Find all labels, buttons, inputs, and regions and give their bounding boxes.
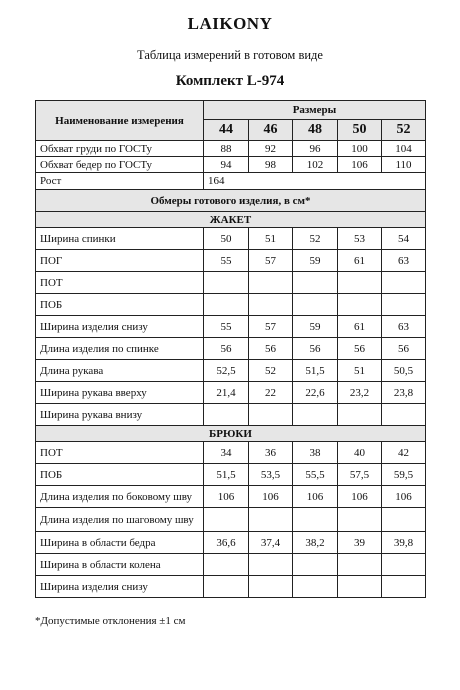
document-subtitle: Таблица измерений в готовом виде [137, 48, 323, 62]
measurement-value [249, 508, 293, 532]
measurement-value [249, 404, 293, 426]
size-header-cell: 50 [338, 120, 382, 141]
measurement-value: 52 [293, 228, 338, 250]
height-row [36, 173, 426, 190]
measurement-value: 54 [382, 228, 426, 250]
trousers-row [36, 508, 426, 532]
measurement-label: ПОБ [36, 464, 204, 486]
jacket-row [36, 404, 426, 426]
measurement-label: Ширина в области бедра [36, 532, 204, 554]
measurement-value [204, 404, 249, 426]
measurement-value: 42 [382, 442, 426, 464]
body-measure-row [36, 141, 426, 157]
measurement-value: 23,2 [338, 382, 382, 404]
measurement-value: 98 [249, 157, 293, 173]
size-chart-table [35, 100, 426, 598]
measurement-label: ПОБ [36, 294, 204, 316]
measurement-value: 63 [382, 250, 426, 272]
trousers-row [36, 532, 426, 554]
measurement-value: 94 [204, 157, 249, 173]
measurement-name-header: Наименование измерения [36, 101, 204, 141]
measurement-value: 39 [338, 532, 382, 554]
measurement-value [204, 554, 249, 576]
jacket-row [36, 382, 426, 404]
measurement-value: 36,6 [204, 532, 249, 554]
measurement-value [204, 576, 249, 598]
measurement-value: 51,5 [204, 464, 249, 486]
measurement-value [338, 554, 382, 576]
measurement-value [338, 404, 382, 426]
size-header-cell: 48 [293, 120, 338, 141]
measurement-value: 106 [293, 486, 338, 508]
measurement-value [338, 294, 382, 316]
measurement-value [382, 404, 426, 426]
measurement-value [249, 294, 293, 316]
measurement-value [293, 294, 338, 316]
measurement-value: 88 [204, 141, 249, 157]
jacket-row [36, 316, 426, 338]
measurement-value: 36 [249, 442, 293, 464]
measurement-value: 23,8 [382, 382, 426, 404]
measurement-value: 106 [204, 486, 249, 508]
measurement-label: Длина изделия по спинке [36, 338, 204, 360]
measurement-value: 50,5 [382, 360, 426, 382]
measurement-value: 59,5 [382, 464, 426, 486]
measurement-value: 61 [338, 316, 382, 338]
measurement-value [293, 554, 338, 576]
measurement-value: 22,6 [293, 382, 338, 404]
measurement-value: 50 [204, 228, 249, 250]
jacket-section-title: ЖАКЕТ [36, 212, 426, 228]
measurement-value [382, 576, 426, 598]
model-title: Комплект L-974 [175, 73, 285, 89]
body-measure-row [36, 157, 426, 173]
measurement-value [249, 554, 293, 576]
jacket-row [36, 360, 426, 382]
measurement-label: Обхват груди по ГОСТу [36, 141, 204, 157]
height-value: 164 [204, 173, 426, 190]
measurement-label: Ширина рукава внизу [36, 404, 204, 426]
measurement-value: 106 [382, 486, 426, 508]
trousers-row [36, 486, 426, 508]
measurement-value [204, 272, 249, 294]
measurement-value [293, 272, 338, 294]
measurement-value [338, 272, 382, 294]
measurement-value [249, 272, 293, 294]
measurement-value: 106 [249, 486, 293, 508]
measurement-value: 57 [249, 250, 293, 272]
measurement-value: 53 [338, 228, 382, 250]
measurement-value [382, 508, 426, 532]
sizes-header: Размеры [204, 101, 426, 120]
measurement-value [293, 576, 338, 598]
size-header-cell: 46 [249, 120, 293, 141]
measurement-value: 59 [293, 250, 338, 272]
measurement-value: 56 [293, 338, 338, 360]
measurement-value: 56 [204, 338, 249, 360]
tolerance-footnote: *Допустимые отклонения ±1 см [35, 615, 186, 627]
measurement-value: 52 [249, 360, 293, 382]
measurement-label: Ширина изделия снизу [36, 316, 204, 338]
jacket-row [36, 250, 426, 272]
measurement-label: Длина изделия по шаговому шву [36, 508, 204, 532]
measurement-value: 57 [249, 316, 293, 338]
jacket-row [36, 294, 426, 316]
measurement-label: Ширина рукава вверху [36, 382, 204, 404]
measurement-value: 59 [293, 316, 338, 338]
measurement-value: 56 [382, 338, 426, 360]
measurement-label: Обхват бедер по ГОСТу [36, 157, 204, 173]
trousers-row [36, 554, 426, 576]
measurement-label: Длина рукава [36, 360, 204, 382]
measurement-value: 51 [249, 228, 293, 250]
measurement-value: 51,5 [293, 360, 338, 382]
measurement-value [249, 576, 293, 598]
measurement-value: 38,2 [293, 532, 338, 554]
measurement-value: 104 [382, 141, 426, 157]
measurement-value: 22 [249, 382, 293, 404]
measurement-value: 55 [204, 316, 249, 338]
measurement-value: 102 [293, 157, 338, 173]
height-label: Рост [36, 173, 204, 190]
brand-title: LAIKONY [187, 14, 273, 33]
measurement-value [382, 554, 426, 576]
measurement-value: 40 [338, 442, 382, 464]
measurement-value: 21,4 [204, 382, 249, 404]
measurement-value [293, 404, 338, 426]
measurement-value: 57,5 [338, 464, 382, 486]
measurement-label: Ширина в области колена [36, 554, 204, 576]
jacket-row [36, 228, 426, 250]
measurement-value: 55 [204, 250, 249, 272]
measurement-value: 100 [338, 141, 382, 157]
measurement-value: 106 [338, 157, 382, 173]
size-header-cell: 52 [382, 120, 426, 141]
measurement-label: ПОТ [36, 442, 204, 464]
measurement-value [204, 294, 249, 316]
measurement-value: 39,8 [382, 532, 426, 554]
measurement-value: 52,5 [204, 360, 249, 382]
measurement-value: 51 [338, 360, 382, 382]
measurement-label: Ширина спинки [36, 228, 204, 250]
measurement-value: 96 [293, 141, 338, 157]
measurement-value: 92 [249, 141, 293, 157]
measurement-value: 38 [293, 442, 338, 464]
measurement-value: 110 [382, 157, 426, 173]
jacket-row [36, 272, 426, 294]
measurement-value: 63 [382, 316, 426, 338]
measurement-value: 37,4 [249, 532, 293, 554]
garment-measurements-header: Обмеры готового изделия, в см* [36, 190, 426, 212]
measurement-value: 56 [338, 338, 382, 360]
measurement-label: Ширина изделия снизу [36, 576, 204, 598]
measurement-value: 61 [338, 250, 382, 272]
measurement-value [338, 576, 382, 598]
trousers-section-title: БРЮКИ [36, 426, 426, 442]
trousers-row [36, 442, 426, 464]
measurement-value: 55,5 [293, 464, 338, 486]
measurement-label: Длина изделия по боковому шву [36, 486, 204, 508]
measurement-label: ПОГ [36, 250, 204, 272]
measurement-value [204, 508, 249, 532]
measurement-value: 53,5 [249, 464, 293, 486]
measurement-label: ПОТ [36, 272, 204, 294]
size-header-cell: 44 [204, 120, 249, 141]
measurement-value: 34 [204, 442, 249, 464]
jacket-row [36, 338, 426, 360]
measurement-value [382, 294, 426, 316]
measurement-value [338, 508, 382, 532]
trousers-row [36, 464, 426, 486]
measurement-value [382, 272, 426, 294]
measurement-value: 106 [338, 486, 382, 508]
measurement-value [293, 508, 338, 532]
measurement-value: 56 [249, 338, 293, 360]
trousers-row [36, 576, 426, 598]
